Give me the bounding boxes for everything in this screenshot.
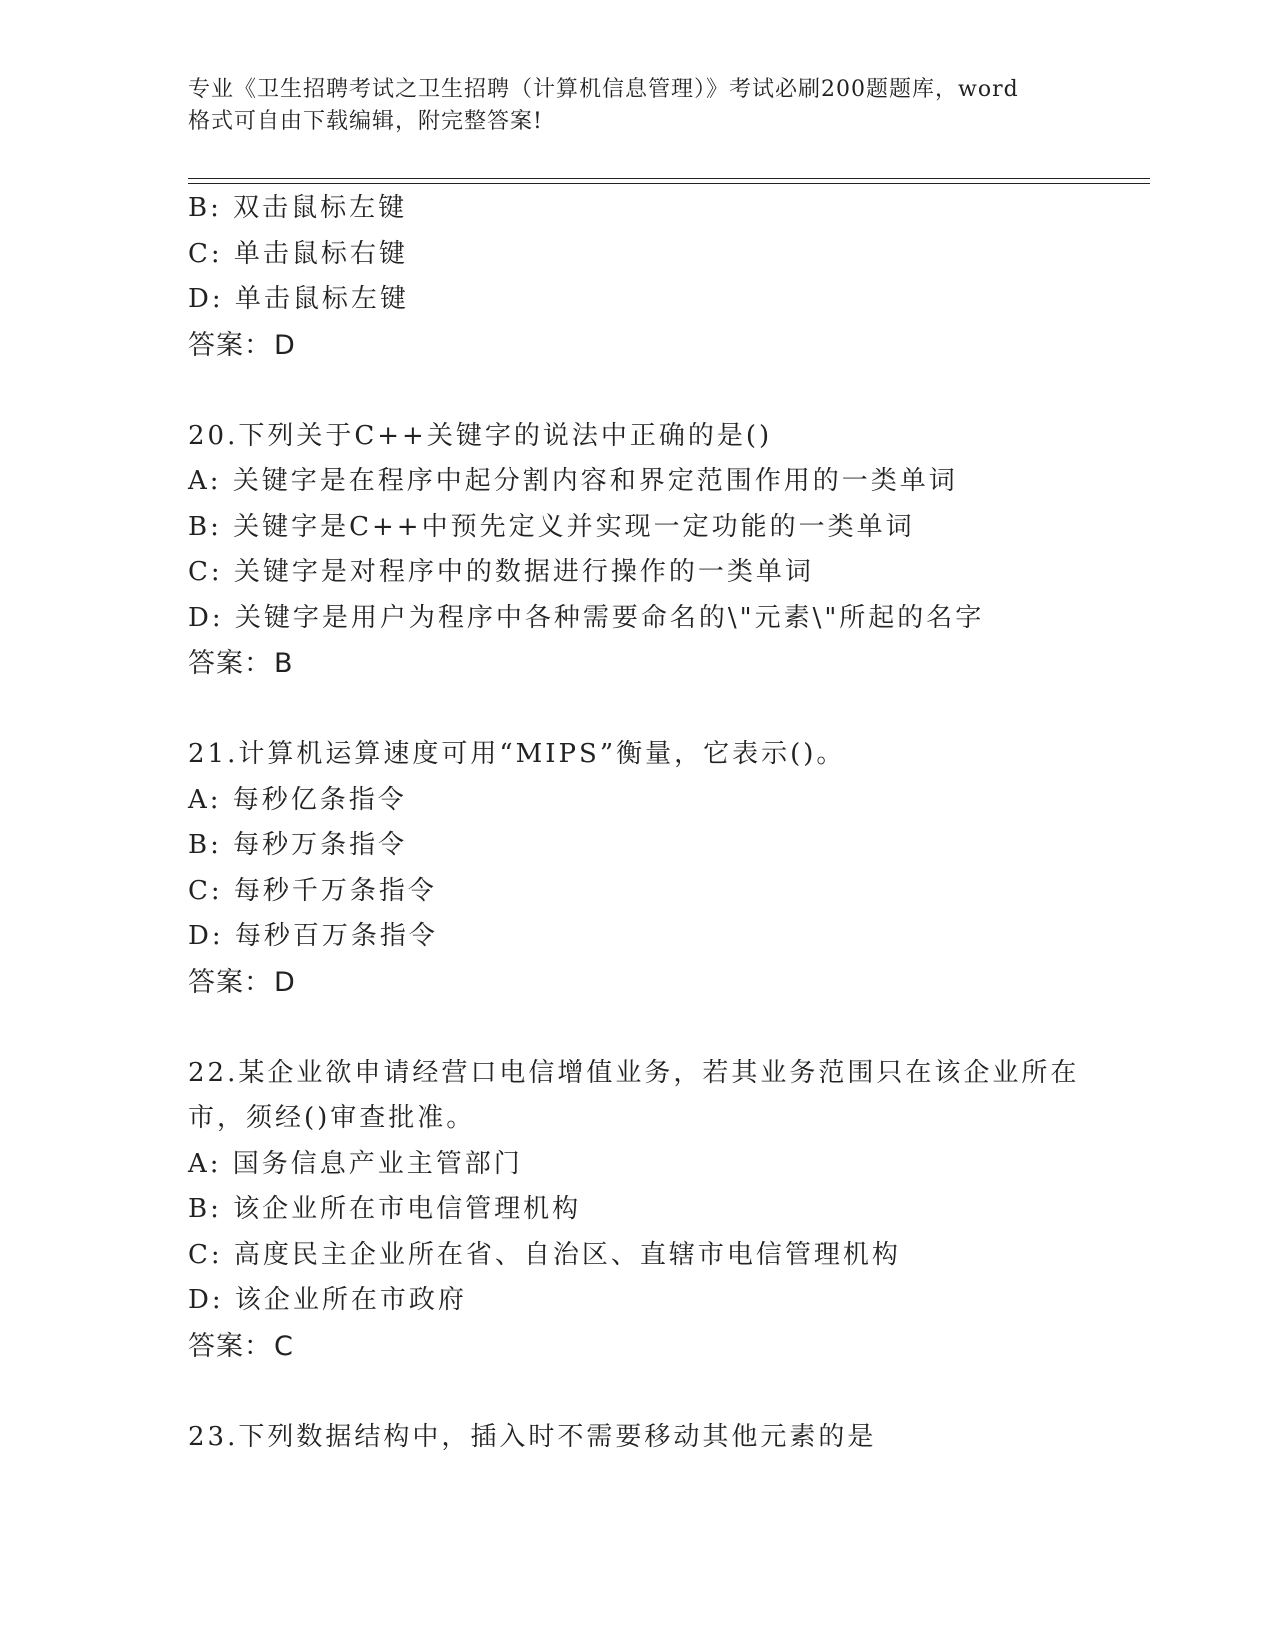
header-rule-top xyxy=(188,178,1150,179)
question-list xyxy=(188,186,1128,1460)
q20-option-d: D: 关键字是用户为程序中各种需要命名的\"元素\"所起的名字 xyxy=(188,602,985,633)
spacer xyxy=(188,687,1128,733)
q22-answer-label: 答案： xyxy=(188,1330,272,1362)
q21-answer-label: 答案： xyxy=(188,966,272,998)
question-21 xyxy=(188,732,1128,1005)
q20-option-a: A: 关键字是在程序中起分割内容和界定范围作用的一类单词 xyxy=(188,466,958,496)
q20-option-b: B: 关键字是C++中预先定义并实现一定功能的一类单词 xyxy=(188,511,915,542)
question-23 xyxy=(188,1415,1128,1461)
q19-option-d: D: 单击鼠标左键 xyxy=(188,284,409,314)
q23-stem: 23.下列数据结构中，插入时不需要移动其他元素的是 xyxy=(188,1421,877,1452)
q22-answer xyxy=(188,1324,1128,1370)
question-22 xyxy=(188,1051,1128,1370)
q22-answer-value: C xyxy=(274,1330,293,1362)
q22-option-d: D: 该企业所在市政府 xyxy=(188,1285,467,1315)
q20-stem: 20.下列关于C++关键字的说法中正确的是() xyxy=(188,420,773,451)
q21-option-c: C: 每秒千万条指令 xyxy=(188,875,437,906)
q20-option-c: C: 关键字是对程序中的数据进行操作的一类单词 xyxy=(188,557,814,587)
q19-answer-value: D xyxy=(274,329,295,361)
q21-option-a: A: 每秒亿条指令 xyxy=(188,784,407,815)
q20-answer-label: 答案： xyxy=(188,648,272,679)
spacer xyxy=(188,1005,1128,1051)
q21-option-d: D: 每秒百万条指令 xyxy=(188,921,438,951)
q22-option-a: A: 国务信息产业主管部门 xyxy=(188,1148,523,1179)
q21-answer-value: D xyxy=(274,966,295,998)
q21-stem: 21.计算机运算速度可用“MIPS”衡量，它表示()。 xyxy=(188,739,846,769)
q19-answer xyxy=(188,323,1128,369)
document-header xyxy=(188,74,1088,138)
q19-option-b: B: 双击鼠标左键 xyxy=(188,193,408,223)
q21-answer xyxy=(188,960,1128,1006)
q21-option-b: B: 每秒万条指令 xyxy=(188,830,408,860)
header-title-line-1: 专业《卫生招聘考试之卫生招聘（计算机信息管理）》考试必刷200题题库，word xyxy=(188,77,1019,102)
q20-answer xyxy=(188,641,1128,687)
spacer xyxy=(188,1369,1128,1415)
q22-stem-line-1: 22.某企业欲申请经营口电信增值业务，若其业务范围只在该企业所在 xyxy=(188,1057,1080,1088)
spacer xyxy=(188,368,1128,414)
q22-stem-line-2: 市，须经()审查批准。 xyxy=(188,1103,476,1133)
q22-option-c: C: 高度民主企业所在省、自治区、直辖市电信管理机构 xyxy=(188,1239,901,1270)
header-title-line-2: 格式可自由下载编辑，附完整答案! xyxy=(188,109,543,134)
question-20 xyxy=(188,414,1128,687)
q20-answer-value: B xyxy=(274,648,293,679)
question-19-tail xyxy=(188,186,1128,368)
header-rule-bottom xyxy=(188,183,1150,184)
q22-option-b: B: 该企业所在市电信管理机构 xyxy=(188,1194,582,1224)
q19-answer-label: 答案： xyxy=(188,329,272,361)
q19-option-c: C: 单击鼠标右键 xyxy=(188,238,408,269)
